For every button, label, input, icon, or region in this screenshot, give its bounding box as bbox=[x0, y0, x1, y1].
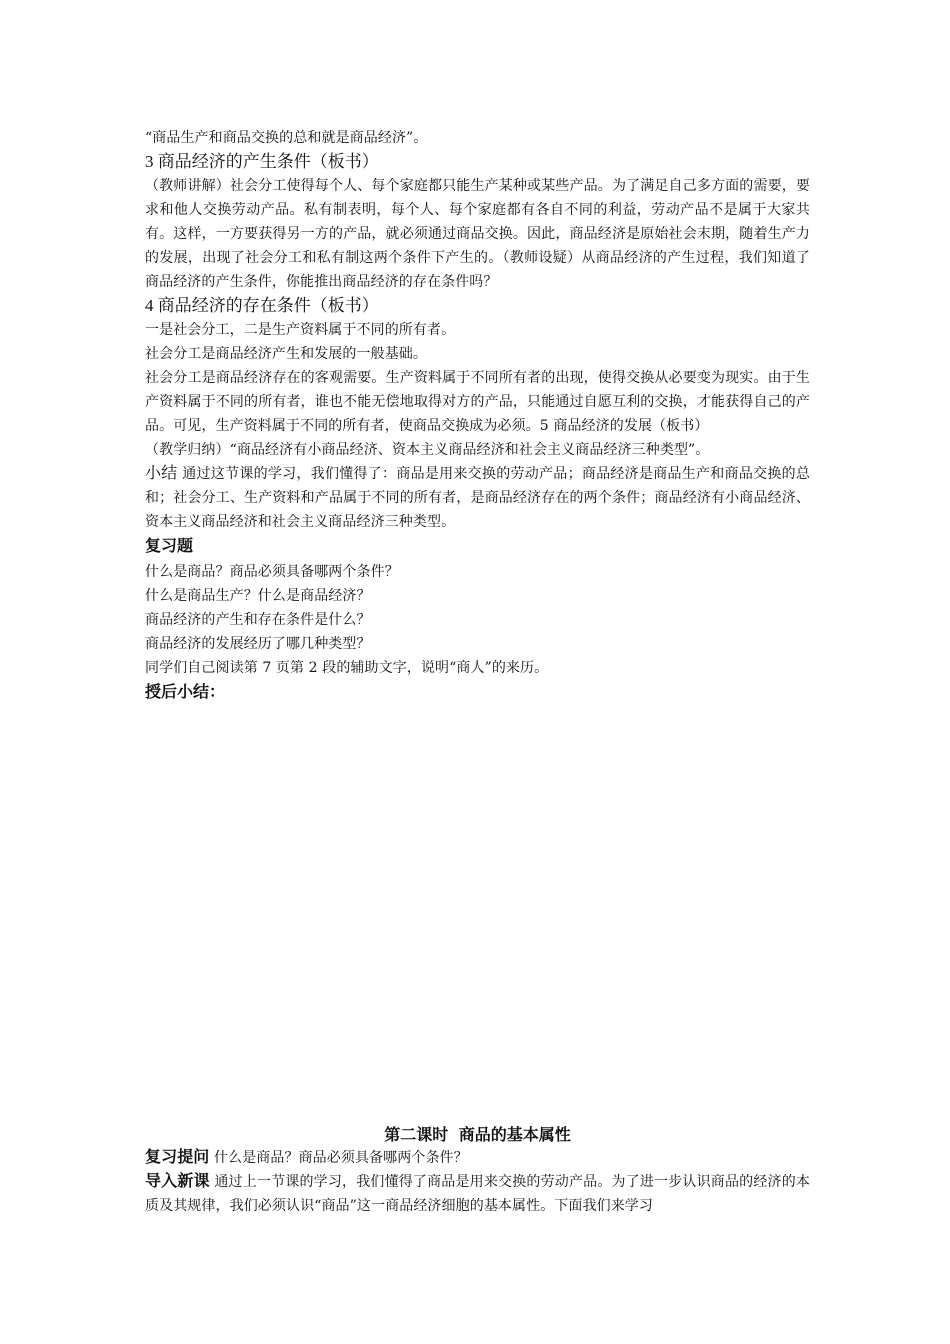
summary-text: 通过这节课的学习，我们懂得了：商品是用来交换的劳动产品；商品经济是商品生产和商品交换的总和；社会分工、生产资料和产品属于不同的所有者，是商品经济存在的两个条件；商品经济有小商品经济、资本主义商品经济和社会主义商品经济三种类型。 bbox=[145, 466, 810, 530]
heading-existence-conditions: 4 商品经济的存在条件（板书） bbox=[145, 296, 379, 315]
lesson-two-title: 第二课时 商品的基本属性 bbox=[384, 1127, 571, 1144]
review-item: 商品经济的产生和存在条件是什么？ bbox=[145, 612, 371, 628]
summary-paragraph bbox=[145, 462, 810, 534]
review-item: 同学们自己阅读第 7 页第 2 段的辅助文字，说明“商人”的来历。 bbox=[145, 660, 549, 676]
review-item: 商品经济的发展经历了哪几种类型？ bbox=[145, 636, 371, 652]
paragraph-existence-1: 一是社会分工，二是生产资料属于不同的所有者。 bbox=[145, 322, 456, 338]
paragraph-production-conditions: （教师讲解）社会分工使得每个人、每个家庭都只能生产某种或某些产品。为了满足自己多方面的需要，要求和他人交换劳动产品。私有制表明，每个人、每个家庭都有各自不同的利益，劳动产品不是属于大家共有。这样，一方要获得另一方的产品，就必须通过商品交换。因此，商品经济是原始社会末期，随着生产力的发展，出现了社会分工和私有制这两个条件下产生的。（教师设疑）从商品经济的产生过程，我们知道了商品经济的产生条件，你能推出商品经济的存在条件吗？ bbox=[145, 178, 810, 290]
review-title: 复习题 bbox=[145, 538, 194, 555]
review-item: 什么是商品生产？什么是商品经济？ bbox=[145, 588, 371, 604]
section-one bbox=[145, 126, 810, 706]
paragraph-development: （教学归纳）“商品经济有小商品经济、资本主义商品经济和社会主义商品经济三种类型”。 bbox=[145, 442, 710, 458]
review-question-heading: 复习提问 bbox=[145, 1149, 210, 1166]
paragraph-existence-2: 社会分工是商品经济产生和发展的一般基础。 bbox=[145, 346, 427, 362]
review-item: 什么是商品？商品必须具备哪两个条件？ bbox=[145, 564, 399, 580]
section-two bbox=[145, 1146, 810, 1218]
summary-heading: 小结 bbox=[145, 465, 178, 482]
intro-heading: 导入新课 bbox=[145, 1173, 210, 1190]
review-question-text: 什么是商品？商品必须具备哪两个条件？ bbox=[209, 1150, 468, 1166]
intro-text: 通过上一节课的学习，我们懂得了商品是用来交换的劳动产品。为了进一步认识商品的经济的本质及其规律，我们必须认识“商品”这一商品经济细胞的基本属性。下面我们来学习 bbox=[145, 1174, 810, 1214]
after-class-summary-title: 授后小结： bbox=[145, 684, 226, 701]
definition-line: “商品生产和商品交换的总和就是商品经济”。 bbox=[145, 130, 428, 146]
review-question-paragraph bbox=[145, 1146, 810, 1170]
intro-paragraph bbox=[145, 1170, 810, 1218]
paragraph-existence-3: 社会分工是商品经济存在的客观需要。生产资料属于不同所有者的出现，使得交换从必要变为现实。由于生产资料属于不同的所有者，谁也不能无偿地取得对方的产品，只能通过自愿互利的交换，才能获得自己的产品。可见，生产资料属于不同的所有者，使商品交换成为必须。5 商品经济的发展（板书） bbox=[145, 370, 810, 434]
heading-production-conditions: 3 商品经济的产生条件（板书） bbox=[145, 152, 379, 171]
